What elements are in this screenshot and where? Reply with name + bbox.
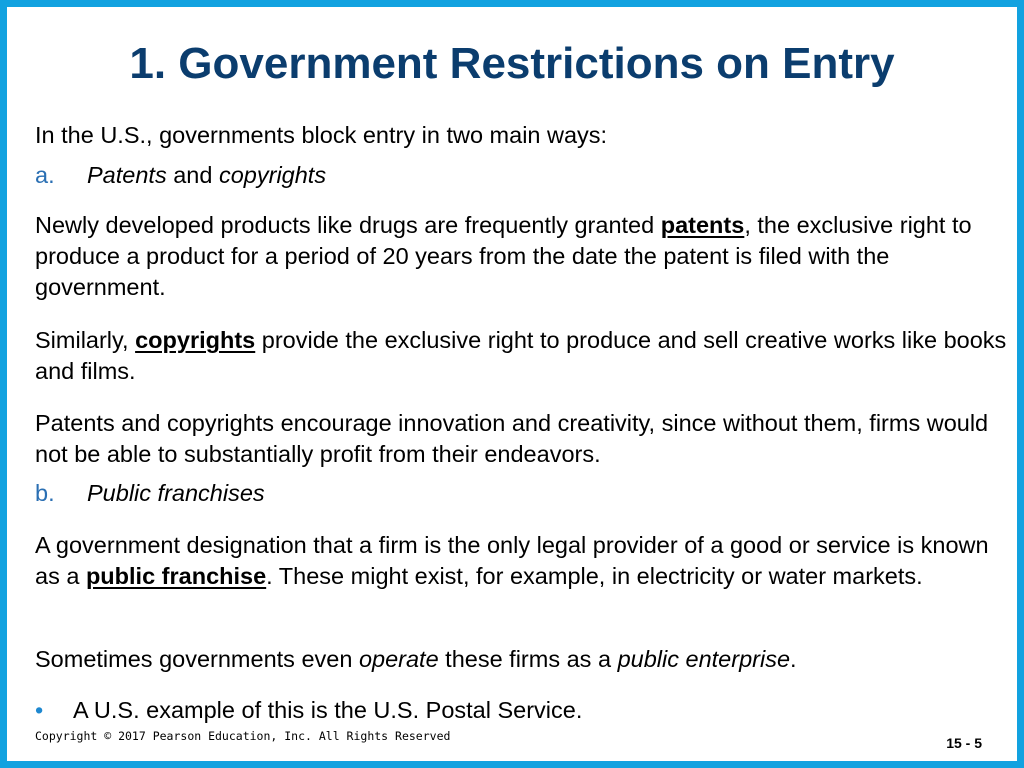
term-copyrights-italic: copyrights [218,162,327,188]
copyright-notice: Copyright © 2017 Pearson Education, Inc. All Rights Reserved [35,729,451,743]
patents-term: patents [660,212,745,238]
bullet-item [35,695,1010,726]
bullet-text: A U.S. example of this is the U.S. Postal Service. [73,697,583,723]
intro-text: In the U.S., governments block entry in two main ways: [35,122,608,148]
slide-title: 1. Government Restrictions on Entry [129,39,895,88]
bullet-icon: • [35,697,44,723]
franchise-para-before: A government designation that a firm is the only legal provider of a good or service is known as a [35,532,989,589]
patents-paragraph [35,210,1010,303]
public-franchise-term: public franchise [85,563,267,589]
copyrights-paragraph [35,325,1010,387]
franchise-para-after: . These might exist, for example, in electricity or water markets. [266,563,923,589]
copyrights-para-before: Similarly, [35,327,136,353]
public-enterprise-emphasis: public enterprise [617,646,791,672]
list-item-a [35,160,1010,191]
list-item-b [35,478,1010,509]
patents-para-before: Newly developed products like drugs are frequently granted [35,212,661,238]
enterprise-para-middle: these firms as a [438,646,618,672]
innovation-paragraph: Patents and copyrights encourage innovation and creativity, since without them, firms would not be able to substantially profit from their endeavors. [35,410,989,467]
public-franchises-label: Public franchises [87,480,265,506]
list-marker-b: b. [35,480,55,506]
list-marker-a: a. [35,162,55,188]
item-a-and: and [166,162,219,188]
copyrights-para-after: provide the exclusive right to produce and sell creative works like books and films. [35,327,1007,384]
franchise-paragraph [35,530,1010,592]
operate-emphasis: operate [358,646,439,672]
enterprise-paragraph [35,644,1010,675]
patents-para-after: , the exclusive right to produce a product for a period of 20 years from the date the patent is filed with the government. [35,212,972,300]
term-patents-italic: Patents [87,162,167,188]
page-number: 15 - 5 [946,735,982,751]
enterprise-para-before: Sometimes governments even [35,646,359,672]
enterprise-para-after: . [790,646,797,672]
copyrights-term: copyrights [135,327,256,353]
